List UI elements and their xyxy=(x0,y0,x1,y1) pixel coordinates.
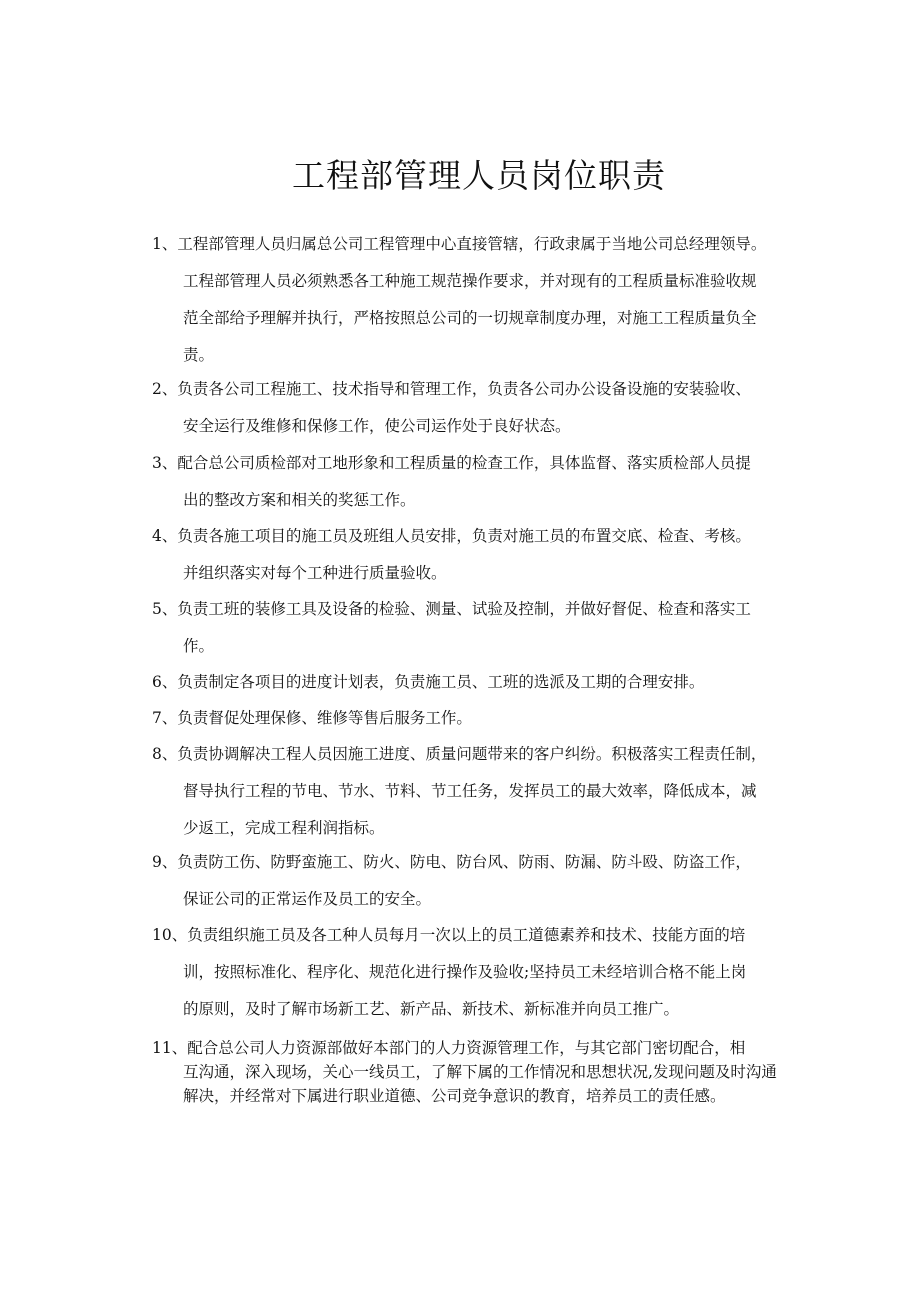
duty-line: 互沟通，深入现场，关心一线员工，了解下属的工作情况和思想状况,发现问题及时沟通 xyxy=(183,1063,777,1081)
duty-line: 8、负责协调解决工程人员因施工进度、质量问题带来的客户纠纷。积极落实工程责任制， xyxy=(152,745,767,763)
duty-line: 6、负责制定各项目的进度计划表，负责施工员、工班的选派及工期的合理安排。 xyxy=(152,673,705,691)
duty-item-4 xyxy=(152,518,822,592)
duty-line: 范全部给予理解并执行，严格按照总公司的一切规章制度办理，对施工工程质量负全 xyxy=(183,309,757,327)
duty-line: 5、负责工班的装修工具及设备的检验、测量、试验及控制，并做好督促、检查和落实工 xyxy=(152,600,751,618)
duty-line: 7、负责督促处理保修、维修等售后服务工作。 xyxy=(152,709,472,727)
duty-item-10 xyxy=(152,917,822,1028)
duty-item-1 xyxy=(152,226,822,374)
duty-line: 工程部管理人员必须熟悉各工种施工规范操作要求，并对现有的工程质量标准验收规 xyxy=(183,272,757,290)
duty-item-2 xyxy=(152,371,822,445)
duty-item-8 xyxy=(152,736,822,847)
duty-line: 出的整改方案和相关的奖惩工作。 xyxy=(183,491,416,509)
duty-line: 2、负责各公司工程施工、技术指导和管理工作，负责各公司办公设备设施的安装验收、 xyxy=(152,380,751,398)
duty-line: 作。 xyxy=(183,637,215,655)
duty-line: 3、配合总公司质检部对工地形象和工程质量的检查工作，具体监督、落实质检部人员提 xyxy=(152,454,751,472)
duty-item-9 xyxy=(152,844,822,918)
duty-line: 责。 xyxy=(183,346,215,364)
document-title: 工程部管理人员岗位职责 xyxy=(292,156,666,195)
duty-line: 并组织落实对每个工种进行质量验收。 xyxy=(183,564,447,582)
duty-line: 训，按照标准化、程序化、规范化进行操作及验收;坚持员工未经培训合格不能上岗 xyxy=(183,963,747,981)
duty-line: 少返工，完成工程利润指标。 xyxy=(183,819,385,837)
duty-line: 10、负责组织施工员及各工种人员每月一次以上的员工道德素养和技术、技能方面的培 xyxy=(152,926,746,944)
duty-item-5 xyxy=(152,591,822,665)
duty-item-7 xyxy=(152,700,822,737)
duty-line: 4、负责各施工项目的施工员及班组人员安排，负责对施工员的布置交底、检查、考核。 xyxy=(152,527,751,545)
duty-line: 11、配合总公司人力资源部做好本部门的人力资源管理工作，与其它部门密切配合，相 xyxy=(152,1039,746,1057)
duty-line: 1、工程部管理人员归属总公司工程管理中心直接管辖，行政隶属于当地公司总经理领导。 xyxy=(152,235,767,253)
duty-item-3 xyxy=(152,445,822,519)
duty-item-6 xyxy=(152,664,822,701)
duty-line: 保证公司的正常运作及员工的安全。 xyxy=(183,890,432,908)
duty-item-11 xyxy=(152,1036,822,1108)
duty-line: 安全运行及维修和保修工作，使公司运作处于良好状态。 xyxy=(183,417,571,435)
duty-line: 9、负责防工伤、防野蛮施工、防火、防电、防台风、防雨、防漏、防斗殴、防盗工作， xyxy=(152,853,751,871)
duty-line: 督导执行工程的节电、节水、节料、节工任务，发挥员工的最大效率，降低成本，减 xyxy=(183,782,757,800)
duty-line: 的原则，及时了解市场新工艺、新产品、新技术、新标准并向员工推广。 xyxy=(183,1000,680,1018)
duty-line: 解决，并经常对下属进行职业道德、公司竞争意识的教育，培养员工的责任感。 xyxy=(183,1087,726,1105)
